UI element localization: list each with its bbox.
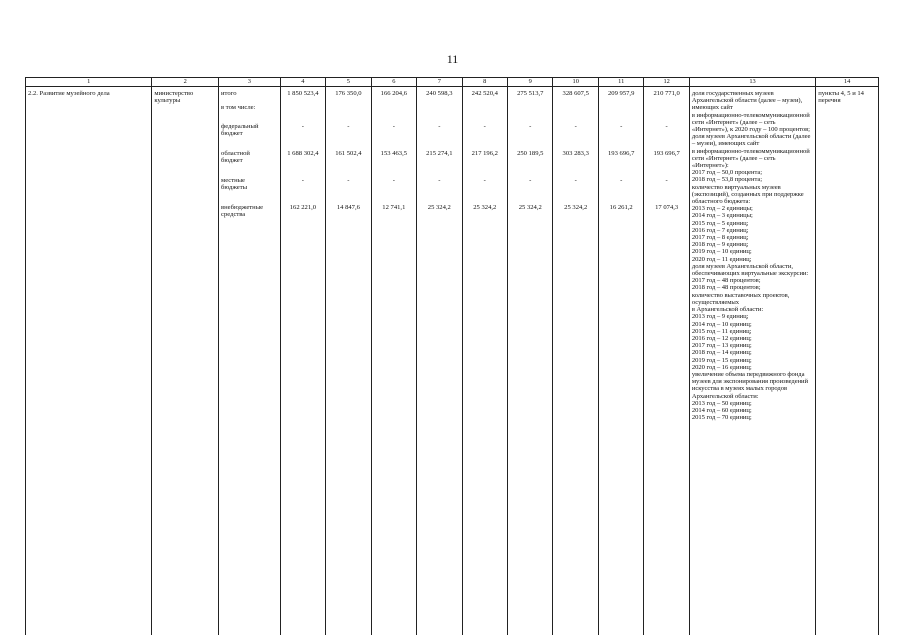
value-cell: -: [665, 177, 668, 184]
page-number: 11: [446, 52, 459, 66]
col-header: 2: [152, 78, 219, 87]
value-column: [508, 87, 553, 635]
col-header: 3: [219, 78, 281, 87]
value-cell: 1 688 302,4: [287, 150, 319, 157]
value-cell: -: [347, 177, 350, 184]
activity-name-cell: [26, 87, 152, 635]
value-cell: -: [301, 123, 304, 130]
source-extrabudget: внебюджетные средства: [221, 204, 264, 219]
value-cell: 275 513,7: [517, 90, 544, 97]
value-cell: 1 850 523,4: [287, 90, 319, 97]
value-cell: 153 463,5: [380, 150, 408, 157]
value-cell: 12 741,1: [382, 204, 406, 211]
value-cell: 240 598,3: [426, 90, 453, 97]
value-cell: 14 847,6: [336, 204, 360, 211]
value-cell: -: [483, 123, 486, 130]
value-cell: 166 204,6: [380, 90, 408, 97]
value-column: [371, 87, 416, 635]
col-header: 8: [462, 78, 507, 87]
value-cell: 25 324,2: [473, 204, 497, 211]
value-cell: -: [620, 177, 623, 184]
value-cell: -: [483, 177, 486, 184]
source-local: местные бюджеты: [221, 177, 248, 192]
col-header: 9: [508, 78, 553, 87]
value-cell: 303 283,3: [562, 150, 589, 157]
executor-cell: [152, 87, 219, 635]
value-column: [417, 87, 462, 635]
value-cell: -: [529, 177, 532, 184]
value-column: [644, 87, 689, 635]
value-cell: -: [620, 123, 623, 130]
col-header: 11: [598, 78, 643, 87]
col-header: 1: [26, 78, 152, 87]
value-cell: -: [347, 123, 350, 130]
value-cell: 215 274,1: [426, 150, 453, 157]
value-column: [598, 87, 643, 635]
sources-cell: [219, 87, 281, 635]
value-cell: 176 350,0: [335, 90, 362, 97]
indicators-cell: [689, 87, 815, 635]
reference-cell: [816, 87, 879, 635]
value-cell: 209 957,9: [608, 90, 635, 97]
col-header: 4: [280, 78, 325, 87]
value-cell: -: [574, 177, 577, 184]
value-cell: 16 261,2: [609, 204, 633, 211]
col-header: 7: [417, 78, 462, 87]
source-total: итого в том числе:: [221, 90, 256, 112]
value-cell: -: [392, 177, 395, 184]
value-cell: 193 696,7: [608, 150, 635, 157]
value-cell: 242 520,4: [471, 90, 498, 97]
col-header: 14: [816, 78, 879, 87]
value-column: [326, 87, 371, 635]
value-cell: 217 196,2: [471, 150, 498, 157]
col-header: 5: [326, 78, 371, 87]
value-column: [462, 87, 507, 635]
activity-name: 2.2. Развитие музейного дела: [28, 90, 110, 97]
value-cell: 193 696,7: [653, 150, 680, 157]
value-cell: -: [574, 123, 577, 130]
value-cell: -: [392, 123, 395, 130]
value-cell: 328 607,5: [562, 90, 589, 97]
value-cell: 162 221,0: [289, 204, 317, 211]
source-regional: областной бюджет: [221, 150, 250, 165]
value-cell: 25 324,2: [564, 204, 588, 211]
value-cell: 210 771,0: [653, 90, 680, 97]
value-cell: -: [665, 123, 668, 130]
col-header: 6: [371, 78, 416, 87]
value-cell: 25 324,2: [427, 204, 451, 211]
table-row: [26, 87, 879, 635]
value-cell: 161 502,4: [335, 150, 362, 157]
value-column: [553, 87, 598, 635]
reference-text: пункты 4, 5 и 14 перечня: [818, 90, 864, 105]
value-column: [280, 87, 325, 635]
value-cell: 17 074,3: [655, 204, 679, 211]
program-table: [25, 77, 879, 635]
value-cell: 25 324,2: [518, 204, 542, 211]
source-federal: федеральный бюджет: [221, 123, 259, 138]
value-cell: -: [438, 177, 441, 184]
value-cell: 250 189,5: [517, 150, 544, 157]
col-header: 10: [553, 78, 598, 87]
indicators-text: доля государственных музеев Архангельской области (далее – музеи), имеющих сайт в информационно-телекоммуникационной сети «Интернет» (далее – сеть «Интернет»), к 2020 году – 100 процентов; доля музеев Архангельской области (далее – музеи), имеющих сайт в информационно-телекоммуникационной сети «Интернет» (далее – сеть «Интернет»): 2017 год – 50,0 процента; 2018 год – 53,8 процента; количество виртуальных музеев (экспозиций), созданных при поддержке областного бюджета: 2013 год – 2 единицы; 2014 год – 3 единицы; 2015 год – 5 единиц; 2016 год – 7 единиц; 2017 год – 8 единиц; 2018 год – 9 единиц; 2019 год – 10 единиц; 2020 год – 11 единиц; доля музеев Архангельской области, обеспечивающих виртуальные экскурсии: 2017 год – 48 процентов; 2018 год – 48 процентов; количество выставочных проектов, осуществляемых в Архангельской области: 2013 год – 9 единиц; 2014 год – 10 единиц; 2015 год – 11 единиц; 2016 год – 12 единиц; 2017 год – 13 единиц; 2018 год – 14 единиц; 2019 год – 15 единиц; 2020 год – 16 единиц; увеличение объема передвижного фонда музеев для экспонирования произведений искусства в музеях малых городов Архангельской области: 2013 год – 50 единиц; 2014 год – 60 единиц; 2015 год – 70 единиц;: [691, 90, 811, 422]
header-row: [26, 78, 879, 87]
executor: министерство культуры: [154, 90, 194, 105]
col-header: 13: [689, 78, 815, 87]
value-cell: -: [301, 177, 304, 184]
value-cell: -: [529, 123, 532, 130]
value-cell: -: [438, 123, 441, 130]
col-header: 12: [644, 78, 689, 87]
